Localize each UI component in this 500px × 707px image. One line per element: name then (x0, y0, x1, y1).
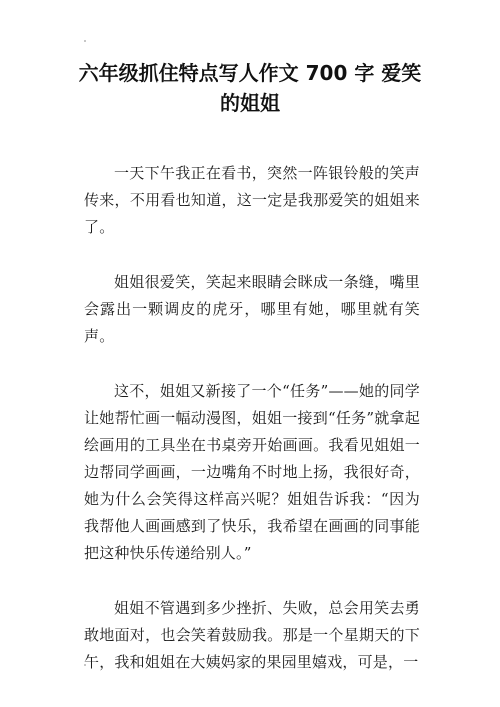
title-line-1: 六年级抓住特点写人作文 700 字 爱笑 (78, 61, 422, 85)
paragraph-2: 姐姐很爱笑，笑起来眼睛会眯成一条缝，嘴里会露出一颗调皮的虎牙，哪里有她，哪里就有笑声。 (84, 273, 420, 345)
page-title (60, 58, 440, 118)
title-line-2: 的姐姐 (220, 91, 280, 115)
corner-mark (84, 40, 86, 42)
article-body (84, 160, 420, 704)
paragraph-3: 这不，姐姐又新接了一个“任务”——她的同学让她帮忙画一幅动漫图，姐姐一接到“任务”就拿起绘画用的工具坐在书桌旁开始画画。我看见姐姐一边帮同学画画，一边嘴角不时地上扬，我很好奇，她为什么会笑得这样高兴呢？姐姐告诉我：“因为我帮他人画画感到了快乐，我希望在画画的同事能把这种快乐传递给别人。” (84, 382, 420, 562)
paragraph-4: 姐姐不管遇到多少挫折、失败，总会用笑去勇敢地面对，也会笑着鼓励我。那是一个星期天的下午，我和姐姐在大姨妈家的果园里嬉戏，可是，一 (84, 599, 420, 671)
paragraph-1: 一天下午我正在看书，突然一阵银铃般的笑声传来，不用看也知道，这一定是我那爱笑的姐姐来了。 (84, 164, 420, 236)
